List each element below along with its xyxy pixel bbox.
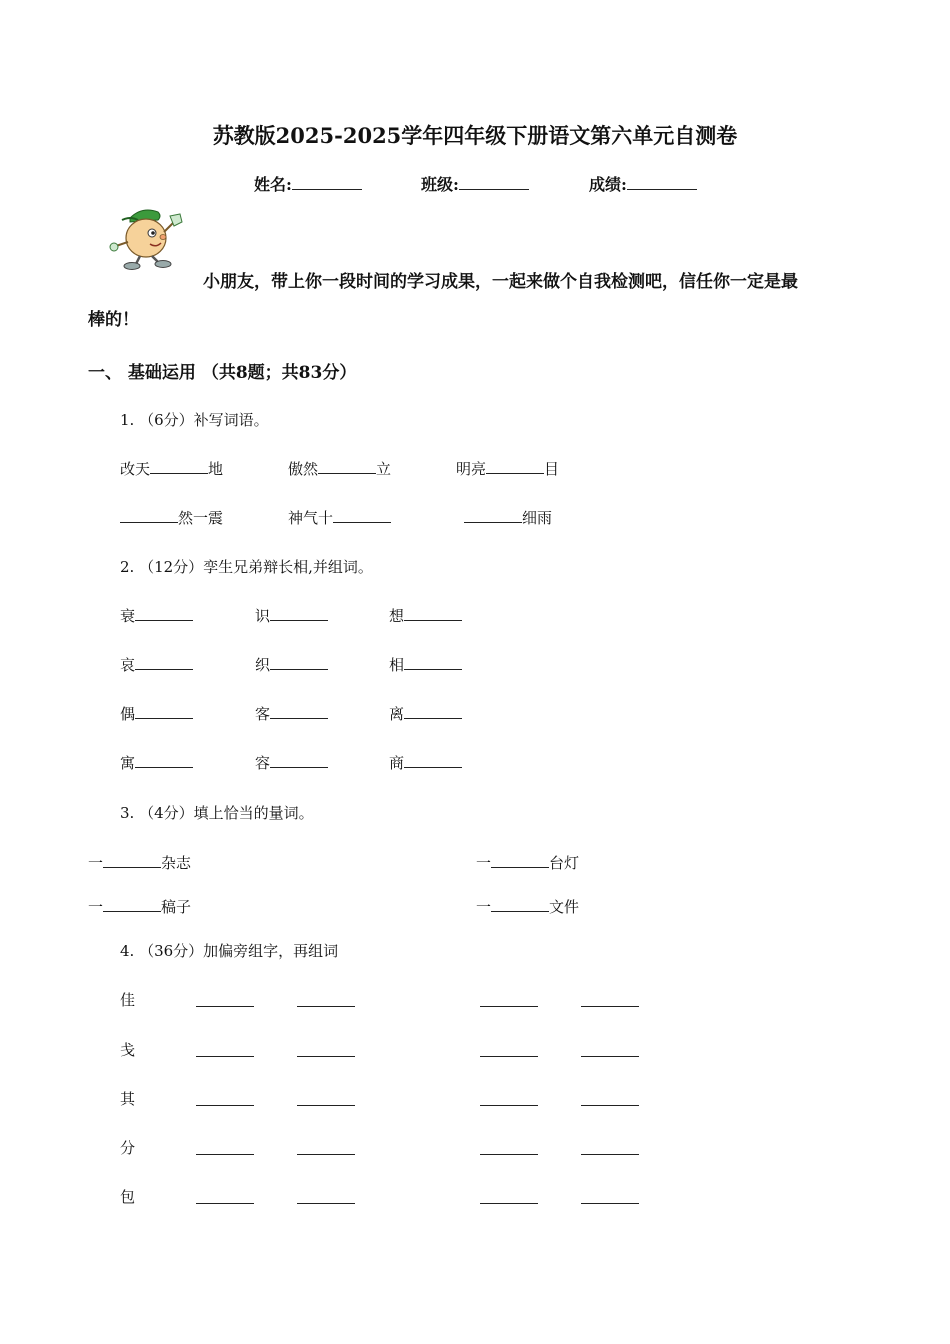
answer-blank bbox=[196, 1203, 254, 1204]
q2-item: 织 bbox=[255, 654, 328, 675]
answer-blank bbox=[297, 1006, 355, 1007]
answer-blank bbox=[196, 1056, 254, 1057]
q3-item: 一 稿子 bbox=[88, 898, 192, 916]
mascot-cartoon-icon bbox=[108, 204, 190, 272]
section-heading: 一、 基础运用 （共8题；共83分） bbox=[88, 363, 357, 383]
q2-item: 衰 bbox=[120, 605, 193, 626]
score-field bbox=[589, 172, 697, 195]
answer-blank bbox=[270, 655, 328, 670]
q4-char: 佳 bbox=[120, 991, 136, 1009]
q2-item: 客 bbox=[255, 703, 328, 724]
answer-blank bbox=[404, 606, 462, 621]
answer-blank bbox=[581, 1154, 639, 1155]
answer-blank bbox=[270, 704, 328, 719]
answer-blank bbox=[333, 508, 391, 523]
q2-item: 离 bbox=[389, 703, 462, 724]
q4-char: 包 bbox=[120, 1188, 136, 1206]
q3-item: 一 台灯 bbox=[476, 854, 580, 872]
class-field bbox=[421, 172, 529, 195]
answer-blank bbox=[196, 1105, 254, 1106]
answer-blank bbox=[480, 1105, 538, 1106]
answer-blank bbox=[135, 753, 193, 768]
answer-blank bbox=[581, 1006, 639, 1007]
name-field bbox=[254, 172, 362, 195]
answer-blank bbox=[103, 897, 161, 912]
q3-item: 一 文件 bbox=[476, 898, 580, 916]
answer-blank bbox=[150, 459, 208, 474]
answer-blank bbox=[480, 1154, 538, 1155]
question-4-prompt: 4. （36分）加偏旁组字，再组词 bbox=[120, 942, 339, 960]
q4-char: 其 bbox=[120, 1090, 136, 1108]
answer-blank bbox=[581, 1105, 639, 1106]
class-blank bbox=[459, 175, 529, 190]
answer-blank bbox=[318, 459, 376, 474]
q1-item: 改天 地 bbox=[120, 460, 224, 478]
answer-blank bbox=[480, 1203, 538, 1204]
answer-blank bbox=[464, 508, 522, 523]
q1-item: 明亮 目 bbox=[456, 460, 560, 478]
class-label: 班级: bbox=[421, 175, 459, 194]
intro-line-1: 小朋友，带上你一段时间的学习成果，一起来做个自我检测吧，信任你一定是最 bbox=[203, 272, 798, 292]
answer-blank bbox=[270, 753, 328, 768]
answer-blank bbox=[581, 1056, 639, 1057]
q2-item: 识 bbox=[255, 605, 328, 626]
answer-blank bbox=[491, 897, 549, 912]
q2-item: 相 bbox=[389, 654, 462, 675]
answer-blank bbox=[404, 753, 462, 768]
q4-char: 分 bbox=[120, 1139, 136, 1157]
score-label: 成绩: bbox=[589, 175, 627, 194]
q1-item: 然一震 bbox=[120, 507, 223, 528]
answer-blank bbox=[480, 1056, 538, 1057]
q3-item: 一 杂志 bbox=[88, 854, 192, 872]
answer-blank bbox=[135, 704, 193, 719]
q2-item: 容 bbox=[255, 752, 328, 773]
answer-blank bbox=[103, 853, 161, 868]
answer-blank bbox=[486, 459, 544, 474]
answer-blank bbox=[120, 508, 178, 523]
q2-item: 商 bbox=[389, 752, 462, 773]
q2-item: 哀 bbox=[120, 654, 193, 675]
answer-blank bbox=[270, 606, 328, 621]
answer-blank bbox=[196, 1154, 254, 1155]
q1-item: 神气十 bbox=[288, 507, 391, 528]
q1-item: 细雨 bbox=[464, 507, 552, 528]
answer-blank bbox=[196, 1006, 254, 1007]
answer-blank bbox=[135, 606, 193, 621]
page-title: 苏教版2025-2025学年四年级下册语文第六单元自测卷 bbox=[212, 123, 738, 148]
q1-item: 傲然 立 bbox=[288, 460, 392, 478]
answer-blank bbox=[404, 655, 462, 670]
q4-char: 戋 bbox=[120, 1041, 136, 1059]
answer-blank bbox=[297, 1105, 355, 1106]
question-3-prompt: 3. （4分）填上恰当的量词。 bbox=[120, 804, 314, 822]
score-blank bbox=[627, 175, 697, 190]
q2-item: 想 bbox=[389, 605, 462, 626]
answer-blank bbox=[480, 1006, 538, 1007]
answer-blank bbox=[297, 1056, 355, 1057]
q2-item: 偶 bbox=[120, 703, 193, 724]
answer-blank bbox=[491, 853, 549, 868]
question-1-prompt: 1. （6分）补写词语。 bbox=[120, 411, 269, 429]
answer-blank bbox=[581, 1203, 639, 1204]
answer-blank bbox=[404, 704, 462, 719]
question-2-prompt: 2. （12分）孪生兄弟辩长相,并组词。 bbox=[120, 558, 373, 576]
name-label: 姓名: bbox=[254, 175, 292, 194]
q2-item: 寓 bbox=[120, 752, 193, 773]
answer-blank bbox=[135, 655, 193, 670]
name-blank bbox=[292, 175, 362, 190]
intro-line-2: 棒的！ bbox=[88, 310, 139, 330]
answer-blank bbox=[297, 1203, 355, 1204]
answer-blank bbox=[297, 1154, 355, 1155]
